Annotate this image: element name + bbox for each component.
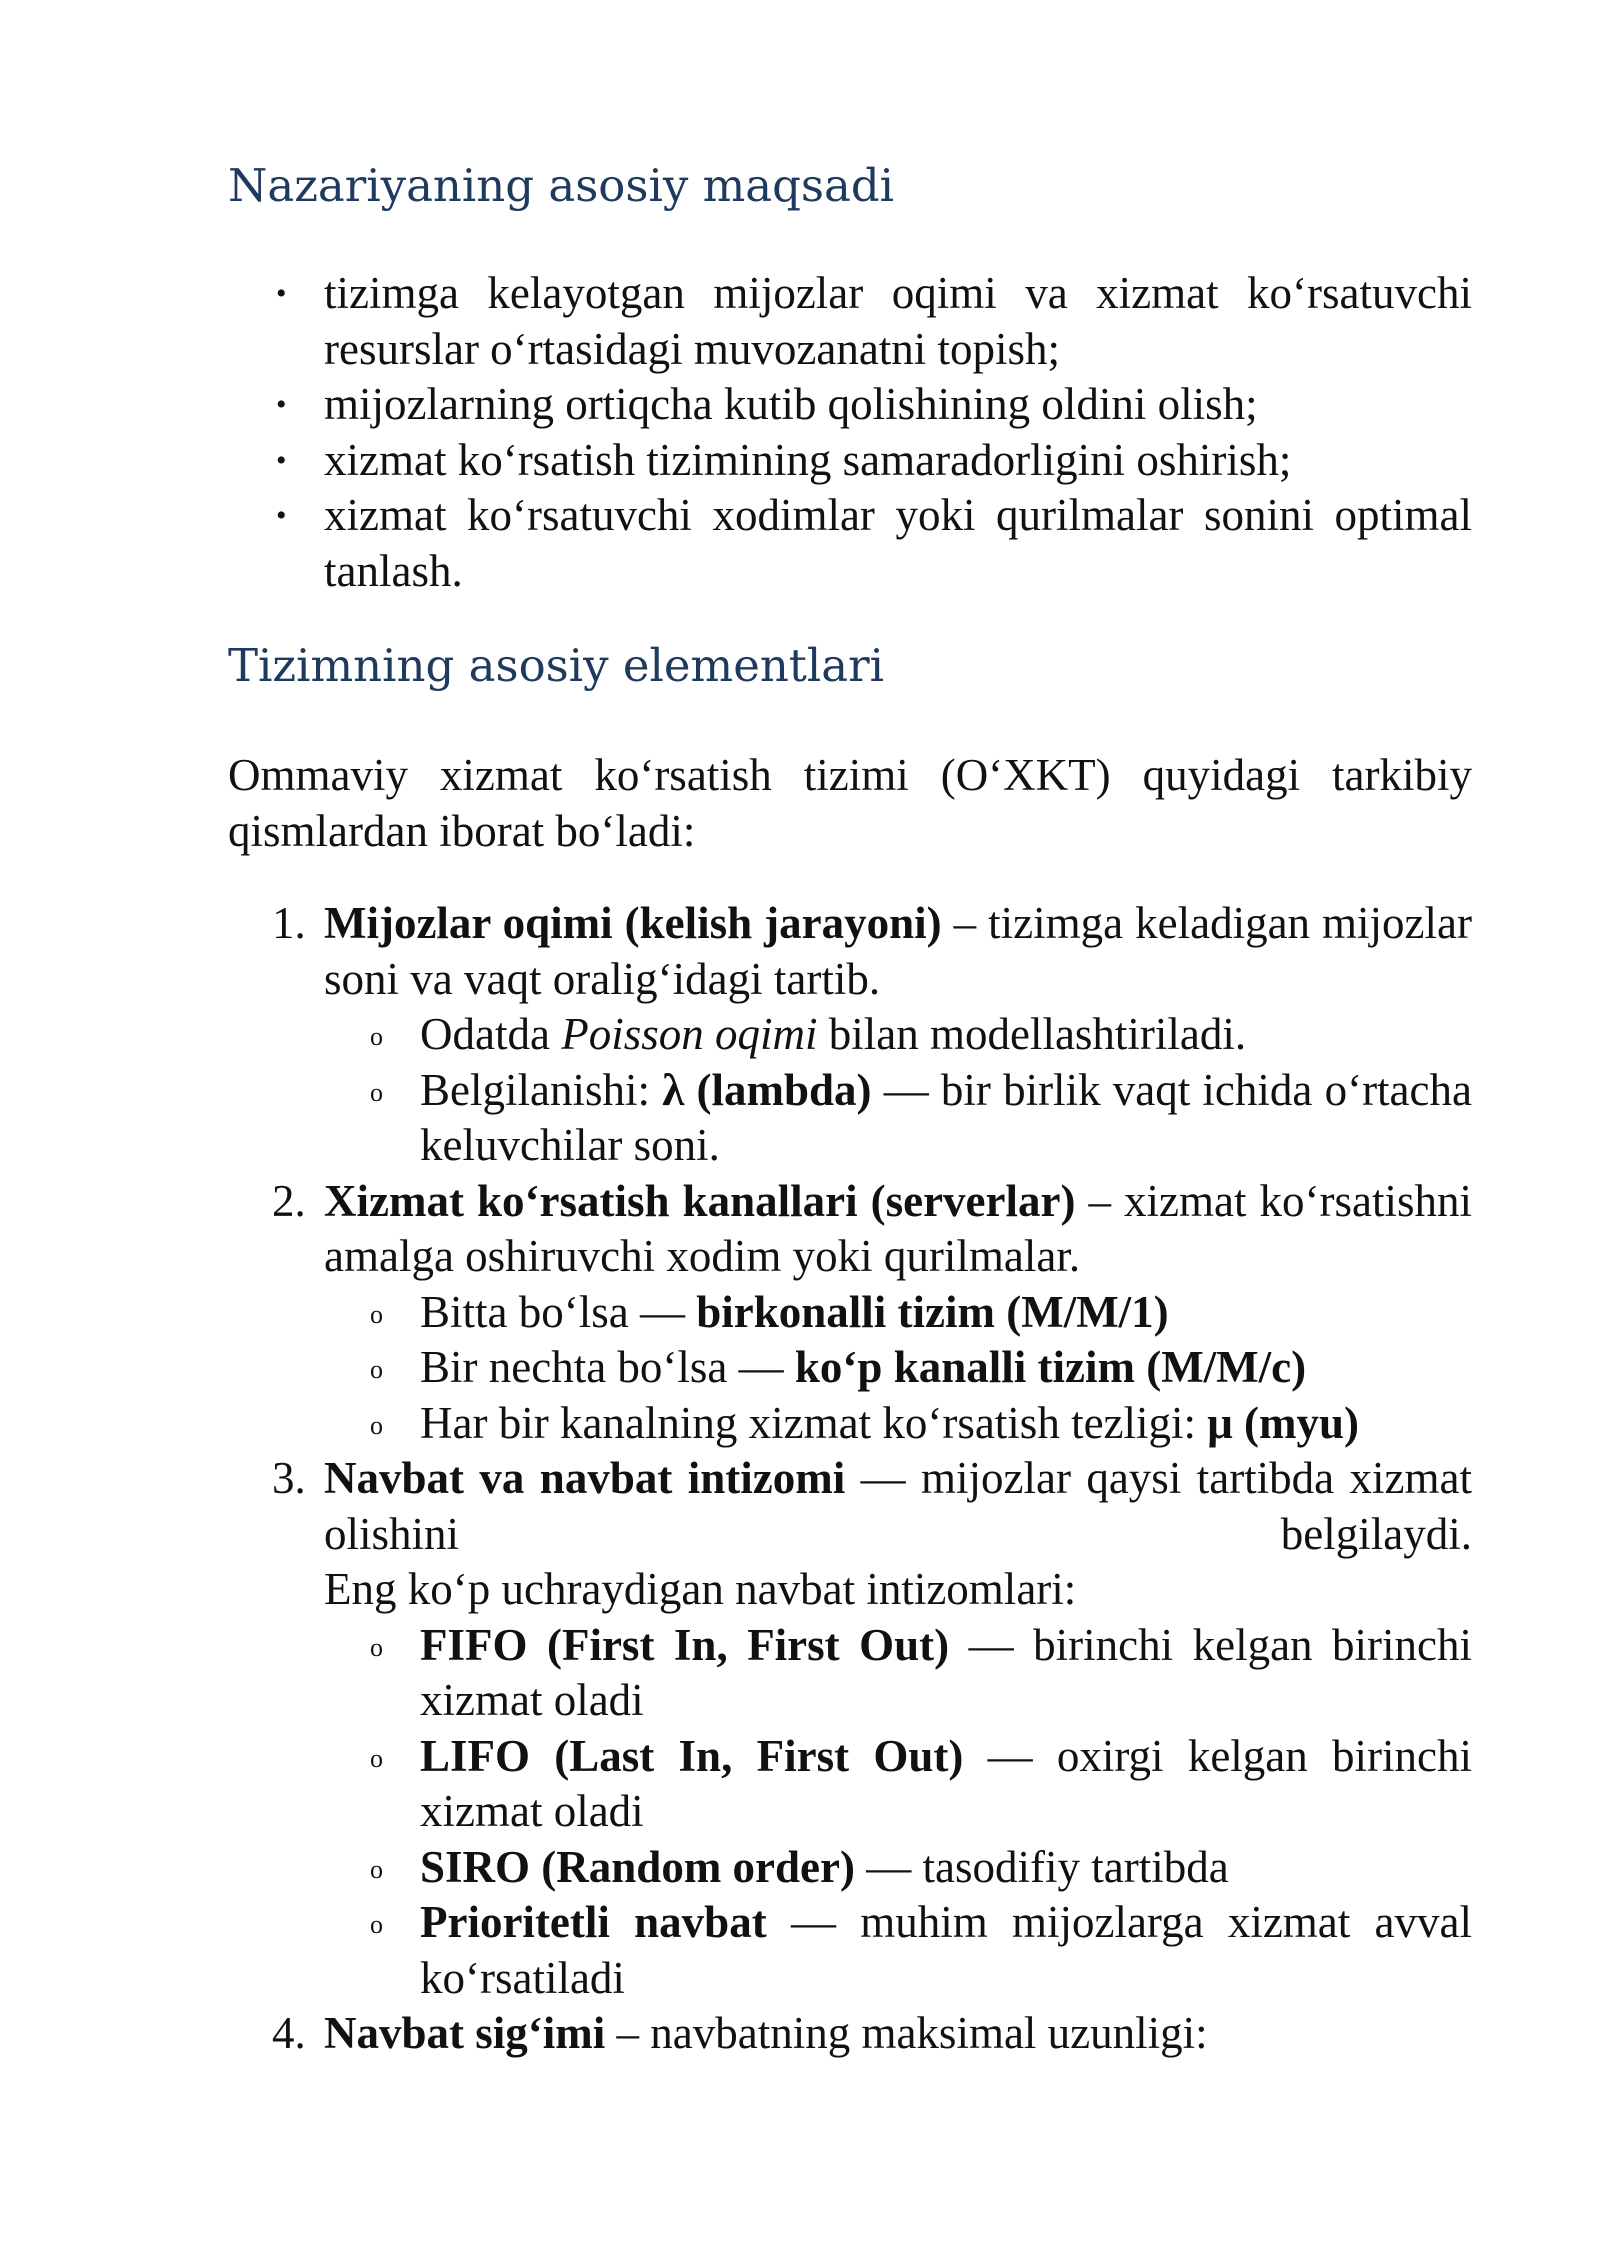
sub-list (324, 1007, 1472, 1174)
sub-emphasis: Prioritetli navbat (420, 1897, 767, 1947)
item-title: Xizmat ko‘rsatish kanallari (serverlar) (324, 1175, 1076, 1226)
circle-bullet-icon: o (370, 1632, 383, 1662)
sub-text: — muhim mijozlarga xizmat avval ko‘rsatiladi (420, 1897, 1472, 2003)
list-item-text: mijozlarning ortiqcha kutib qolishining oldini olish; (324, 379, 1258, 429)
item-number: 4. (272, 2008, 306, 2058)
sub-list-item (324, 1396, 1472, 1452)
sub-text: — tasodifiy tartibda (855, 1841, 1229, 1892)
goals-list (228, 266, 1472, 599)
sub-emphasis: Poisson oqimi (561, 1009, 818, 1059)
sub-text: bilan modellashtiriladi. (817, 1009, 1247, 1059)
sub-text: Bitta bo‘lsa — (420, 1286, 697, 1337)
sub-list-item (324, 1340, 1472, 1396)
sub-list-item (324, 1618, 1472, 1729)
item-text (324, 2006, 1472, 2062)
list-item-text: xizmat ko‘rsatish tizimining samaradorligini oshirish; (324, 434, 1292, 485)
bullet-icon: • (276, 277, 287, 310)
sub-list-item (324, 1895, 1472, 2006)
circle-bullet-icon: o (370, 1022, 383, 1051)
sub-emphasis: ko‘p kanalli tizim (M/M/c) (794, 1342, 1307, 1392)
sub-list-item (324, 1007, 1472, 1063)
sub-emphasis: SIRO (Random order) (420, 1841, 855, 1892)
item-title: Mijozlar oqimi (kelish jarayoni) (324, 898, 942, 948)
list-item-text: xizmat ko‘rsatuvchi xodimlar yoki qurilmalar sonini optimal tanlash. (324, 490, 1472, 596)
circle-bullet-icon: o (370, 1743, 383, 1773)
circle-bullet-icon: o (370, 1355, 383, 1384)
bullet-icon: • (276, 388, 287, 421)
sub-list-item (324, 1840, 1472, 1896)
item-text (324, 896, 1472, 1007)
item-text (324, 1174, 1472, 1285)
section-heading-elements: Tizimning asosiy elementlari (228, 639, 885, 692)
sub-list (324, 1285, 1472, 1452)
list-item (228, 896, 1472, 1174)
sub-emphasis: LIFO (Last In, First Out) (420, 1730, 964, 1781)
sub-text: — bir birlik vaqt ichida o‘rtacha keluvchilar soni. (420, 1064, 1472, 1170)
sub-text: Har bir kanalning xizmat ko‘rsatish tezligi: (420, 1397, 1208, 1448)
sub-text: — oxirgi kelgan birinchi xizmat oladi (420, 1730, 1473, 1836)
list-item (228, 266, 1472, 377)
item-title: Navbat sig‘imi (324, 2008, 606, 2058)
sub-list (324, 1618, 1472, 2007)
list-item (228, 1174, 1472, 1452)
item-description: – tizimga keladigan mijozlar soni va vaqt oralig‘idagi tartib. (324, 898, 1472, 1004)
list-item-text: tizimga kelayotgan mijozlar oqimi va xizmat ko‘rsatuvchi resurslar o‘rtasidagi muvozanatni topish; (324, 268, 1472, 374)
item-text (324, 1451, 1472, 1562)
circle-bullet-icon: o (370, 1077, 383, 1107)
sub-emphasis: FIFO (First In, First Out) (420, 1619, 950, 1670)
item-description: — mijozlar qaysi tartibda xizmat olishini belgilaydi. (324, 1453, 1473, 1559)
circle-bullet-icon: o (370, 1854, 383, 1884)
sub-emphasis: μ (myu) (1207, 1397, 1360, 1448)
elements-list (228, 896, 1472, 2062)
sub-emphasis: λ (lambda) (662, 1064, 872, 1115)
list-item (228, 488, 1472, 599)
section-heading-goals: Nazariyaning asosiy maqsadi (228, 159, 895, 212)
list-item (228, 433, 1472, 489)
item-title: Navbat va navbat intizomi (324, 1453, 846, 1503)
item-number: 3. (272, 1453, 306, 1503)
bullet-icon: • (276, 443, 287, 477)
item-description: – navbatning maksimal uzunligi: (605, 2008, 1208, 2058)
circle-bullet-icon: o (370, 1410, 383, 1440)
circle-bullet-icon: o (370, 1910, 383, 1939)
item-extra-text: Eng ko‘p uchraydigan navbat intizomlari: (324, 1564, 1077, 1614)
sub-text: Belgilanishi: (420, 1064, 663, 1115)
list-item (228, 377, 1472, 433)
item-number: 1. (272, 898, 306, 948)
sub-list-item (324, 1729, 1472, 1840)
sub-text: Odatda (420, 1009, 562, 1059)
intro-paragraph: Ommaviy xizmat ko‘rsatish tizimi (O‘XKT) quyidagi tarkibiy qismlardan iborat bo‘ladi: (228, 750, 1472, 856)
sub-text: Bir nechta bo‘lsa — (420, 1342, 795, 1392)
sub-text: — birinchi kelgan birinchi xizmat oladi (420, 1619, 1472, 1725)
item-number: 2. (272, 1175, 306, 1226)
item-description: – xizmat ko‘rsatishni amalga oshiruvchi xodim yoki qurilmalar. (324, 1175, 1472, 1281)
sub-emphasis: birkonalli tizim (M/M/1) (696, 1286, 1169, 1337)
sub-list-item (324, 1063, 1472, 1174)
bullet-icon: • (276, 499, 287, 532)
list-item (228, 2006, 1472, 2062)
list-item (228, 1451, 1472, 2006)
sub-list-item (324, 1285, 1472, 1341)
circle-bullet-icon: o (370, 1299, 383, 1329)
